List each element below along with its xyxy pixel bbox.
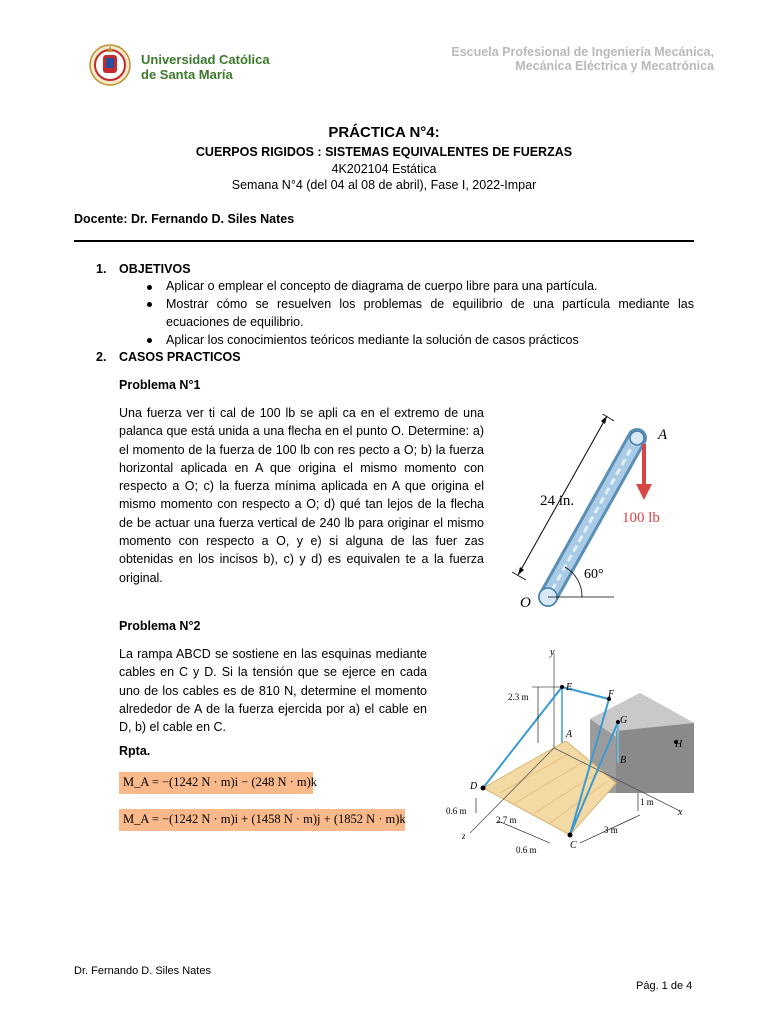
answer-1: M_A = −(1242 N · m)i − (248 N · m)k — [123, 775, 318, 789]
angle-label: 60° — [584, 567, 604, 582]
week-info: Semana N°4 (del 04 al 08 de abril), Fase I, 2022-Impar — [231, 178, 537, 192]
page-title: PRÁCTICA N°4: — [328, 124, 440, 141]
dim-3: 3 m — [604, 825, 618, 835]
section2-number: 2. — [96, 350, 107, 364]
dim-0-6a: 0.6 m — [446, 806, 467, 816]
label-a: A — [566, 729, 573, 740]
university-name-line1: Universidad Católica — [141, 52, 270, 67]
dim-1: 1 m — [640, 797, 654, 807]
objective-2: Mostrar cómo se resuelven los problemas de equilibrio de una partícula mediante las ecuaciones de equilibrio. — [166, 297, 694, 329]
footer-author: Dr. Fernando D. Siles Nates — [74, 965, 211, 977]
answer-1-box — [119, 772, 318, 794]
objective-1: Aplicar o emplear el concepto de diagrama de cuerpo libre para una partícula. — [166, 279, 598, 293]
answer-2: M_A = −(1242 N · m)i + (1458 N · m)j + (1852 N · m)k — [123, 812, 406, 826]
page-number: Pág. 1 de 4 — [636, 980, 693, 992]
course-code: 4K202104 Estática — [331, 162, 437, 176]
answer-2-box — [119, 809, 405, 831]
axis-x-label: x — [678, 807, 683, 818]
label-e: E — [566, 682, 573, 693]
problem2-title: Problema N°2 — [119, 619, 201, 633]
problem1-figure — [504, 414, 694, 614]
bullet-icon — [147, 302, 152, 307]
section1-heading: OBJETIVOS — [119, 262, 191, 276]
problem1-title: Problema N°1 — [119, 378, 201, 392]
dim-2-7: 2.7 m — [496, 815, 517, 825]
axis-y-label: y — [550, 647, 555, 658]
label-b: B — [620, 755, 627, 766]
school-name-line2: Mecánica Eléctrica y Mecatrónica — [515, 59, 714, 73]
point-a-marker — [630, 431, 644, 445]
bullet-icon — [147, 285, 152, 290]
page-subtitle: CUERPOS RIGIDOS : SISTEMAS EQUIVALENTES DE FUERZAS — [195, 145, 573, 159]
label-c: C — [570, 840, 577, 851]
divider — [74, 240, 694, 242]
dim-0-6b: 0.6 m — [516, 845, 537, 855]
problem2-text: La rampa ABCD se sostiene en las esquinas mediante cables en C y D. Si la tensión que se ejerce en cada uno de los cables es de 810 N, determine el momento alrededor de A de la fuerza ejercida por a) el cable en D, b) el cable en C. — [119, 647, 427, 735]
university-name — [141, 52, 270, 82]
section2-heading: CASOS PRACTICOS — [119, 350, 241, 364]
rpta-label: Rpta. — [119, 744, 151, 758]
university-logo — [88, 43, 132, 87]
docente-name: Docente: Dr. Fernando D. Siles Nates — [74, 212, 295, 226]
axis-z-label: z — [462, 831, 466, 841]
school-name — [451, 45, 714, 73]
label-f: F — [608, 689, 615, 700]
dim-2-3: 2.3 m — [508, 692, 529, 702]
section1-number: 1. — [96, 262, 107, 276]
label-o: O — [520, 595, 531, 611]
label-d: D — [470, 781, 478, 792]
problem1-text: Una fuerza ver ti cal de 100 lb se apli ca en el extremo de una palanca que está unida a una flecha en el punto O. Determine: a) el momento de la fuerza de 100 lb con res pecto a O; b) la fuerza horizontal aplicada en A que origina el mismo momento con respecto a O; c) la fuerza mínima aplicada en A que origina el mismo momento con respecto a O; d) qué tan lejos de la flecha de be actuar una fuerza vertical de 240 lb para originar el mismo momento con respecto a O, y e) si alguna de las fuer zas obtenidas en los incisos b), c) y d) es equivalen te a la fuerza original. — [119, 406, 484, 585]
label-h: H — [675, 739, 683, 750]
school-name-line1: Escuela Profesional de Ingeniería Mecánica, — [451, 45, 714, 59]
force-label: 100 lb — [622, 510, 660, 526]
objective-3: Aplicar los conocimientos teóricos mediante la solución de casos prácticos — [166, 333, 579, 347]
label-g: G — [620, 715, 628, 726]
label-a: A — [658, 427, 668, 443]
problem2-figure — [440, 643, 694, 863]
university-name-line2: de Santa María — [141, 67, 233, 82]
bullet-icon — [147, 338, 152, 343]
length-label: 24 in. — [540, 493, 575, 509]
